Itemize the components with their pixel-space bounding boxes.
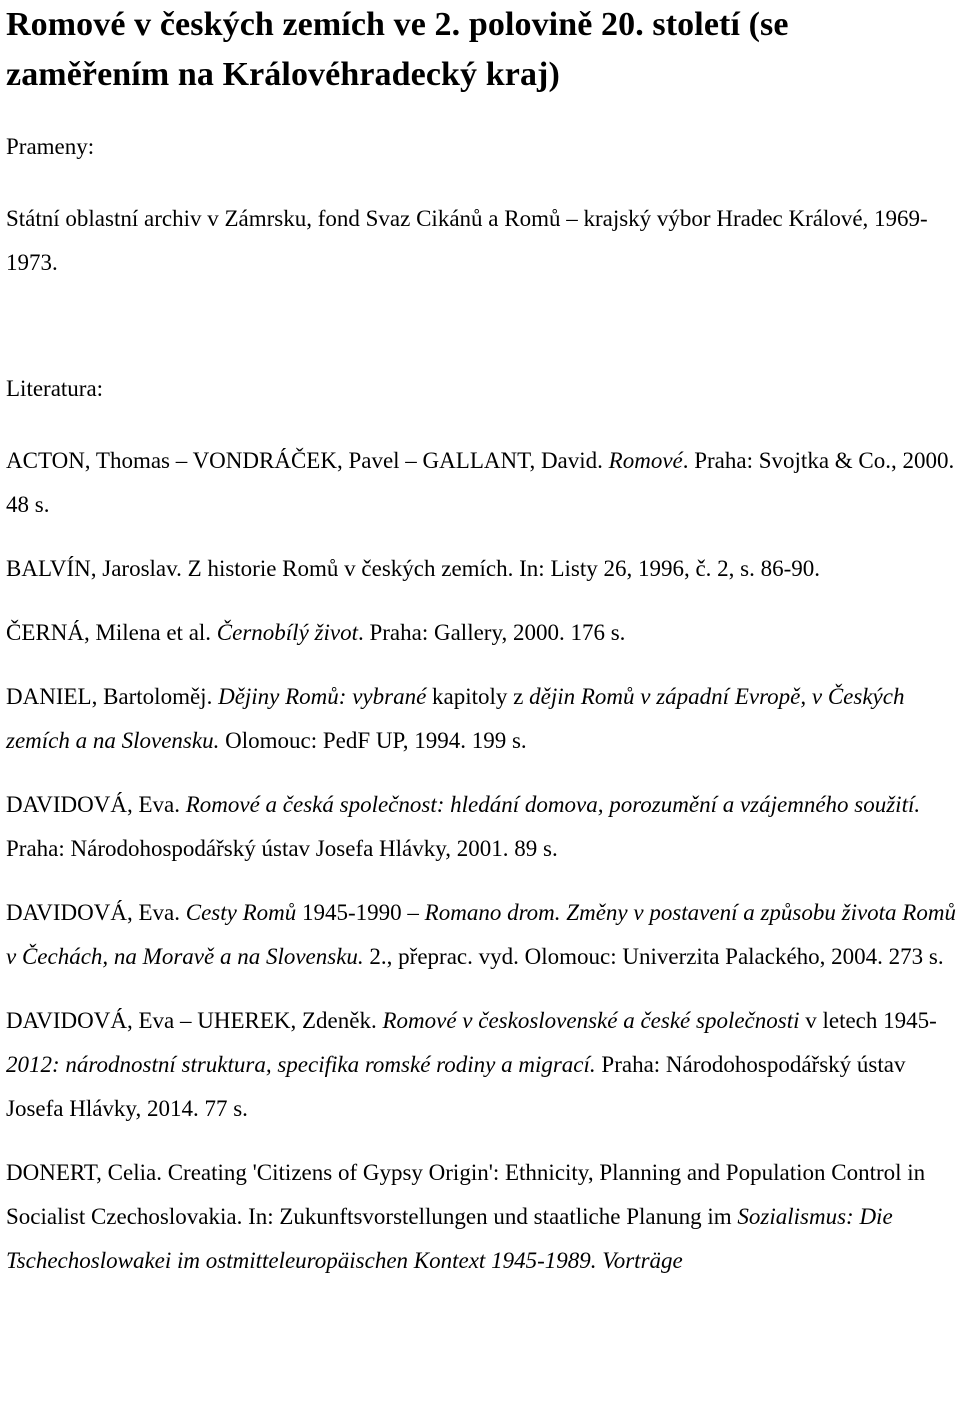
entry-title-italic: Cesty Romů: [185, 900, 297, 925]
bibliography-entry: [6, 611, 956, 655]
sources-text: Státní oblastní archiv v Zámrsku, fond Svaz Cikánů a Romů – krajský výbor Hradec Králové, 1969-1973.: [6, 206, 928, 275]
entry-text: ČERNÁ, Milena et al.: [6, 620, 217, 645]
entry-text: v letech 1945-: [799, 1008, 937, 1033]
entry-title-italic: Romové v československé a české společnosti: [382, 1008, 800, 1033]
entry-title-italic: Sozialismus: Die Tschechoslowakei im ostmitteleuropäischen Kontext 1945-1989. Vorträge: [6, 1204, 893, 1273]
entry-title-italic: – Romano drom. Změny v postavení a způsobu života Romů v Čechách, na Moravě a na Slovensku.: [6, 900, 956, 969]
entry-text: . Praha: Svojtka & Co., 2000. 48 s.: [6, 448, 955, 517]
entry-text: 2., přeprac. vyd. Olomouc: Univerzita Palackého, 2004. 273 s.: [363, 944, 944, 969]
entry-text: DONERT, Celia. Creating 'Citizens of Gypsy Origin': Ethnicity, Planning and Population Control in Socialist Czechoslovakia. In: Zukunftsvorstellungen und staatliche Planung im: [6, 1160, 926, 1229]
bibliography-entry: [6, 1151, 956, 1283]
bibliography-entry: [6, 547, 956, 591]
bibliography-entry: [6, 439, 956, 527]
entry-text: Praha: Národohospodářský ústav Josefa Hlávky, 2001. 89 s.: [6, 836, 558, 861]
document-title: Romové v českých zemích ve 2. polovině 20. století (se zaměřením na Královéhradecký kraj): [6, 6, 789, 93]
entry-text: DAVIDOVÁ, Eva.: [6, 900, 186, 925]
sources-heading: Prameny:: [6, 134, 95, 159]
bibliography-entry: [6, 675, 956, 763]
entry-title-italic: Černobílý život: [216, 620, 358, 645]
entry-title-italic: 2012: národnostní struktura, specifika romské rodiny a migrací.: [6, 1052, 596, 1077]
bibliography-entry: [6, 783, 956, 871]
entry-text: DAVIDOVÁ, Eva.: [6, 792, 186, 817]
document-page: [6, 0, 956, 1283]
entry-text: BALVÍN, Jaroslav. Z historie Romů v českých zemích. In: Listy 26, 1996, č. 2, s. 86-90.: [6, 556, 821, 581]
entry-text: 1945-1990: [296, 900, 408, 925]
entry-text: DAVIDOVÁ, Eva – UHEREK, Zdeněk.: [6, 1008, 383, 1033]
entry-text: Praha: Národohospodářský ústav Josefa Hlávky, 2014. 77 s.: [6, 1052, 906, 1121]
entry-text: Olomouc: PedF UP, 1994. 199 s.: [219, 728, 527, 753]
literature-heading: Literatura:: [6, 376, 104, 401]
entry-text: . Praha: Gallery, 2000. 176 s.: [357, 620, 626, 645]
bibliography-entry: [6, 891, 956, 979]
entry-text: DANIEL, Bartoloměj.: [6, 684, 219, 709]
entry-title-italic: Romové: [608, 448, 683, 473]
entry-text: kapitoly z: [426, 684, 530, 709]
bibliography-entry: [6, 999, 956, 1131]
entry-title-italic: dějin Romů v západní Evropě, v Českých zemích a na Slovensku.: [6, 684, 905, 753]
entry-title-italic: Dějiny Romů: vybrané: [218, 684, 427, 709]
entry-title-italic: Romové a česká společnost: hledání domova, porozumění a vzájemného soužití.: [185, 792, 921, 817]
bibliography-list: [6, 439, 956, 1283]
entry-text: ACTON, Thomas – VONDRÁČEK, Pavel – GALLANT, David.: [6, 448, 609, 473]
